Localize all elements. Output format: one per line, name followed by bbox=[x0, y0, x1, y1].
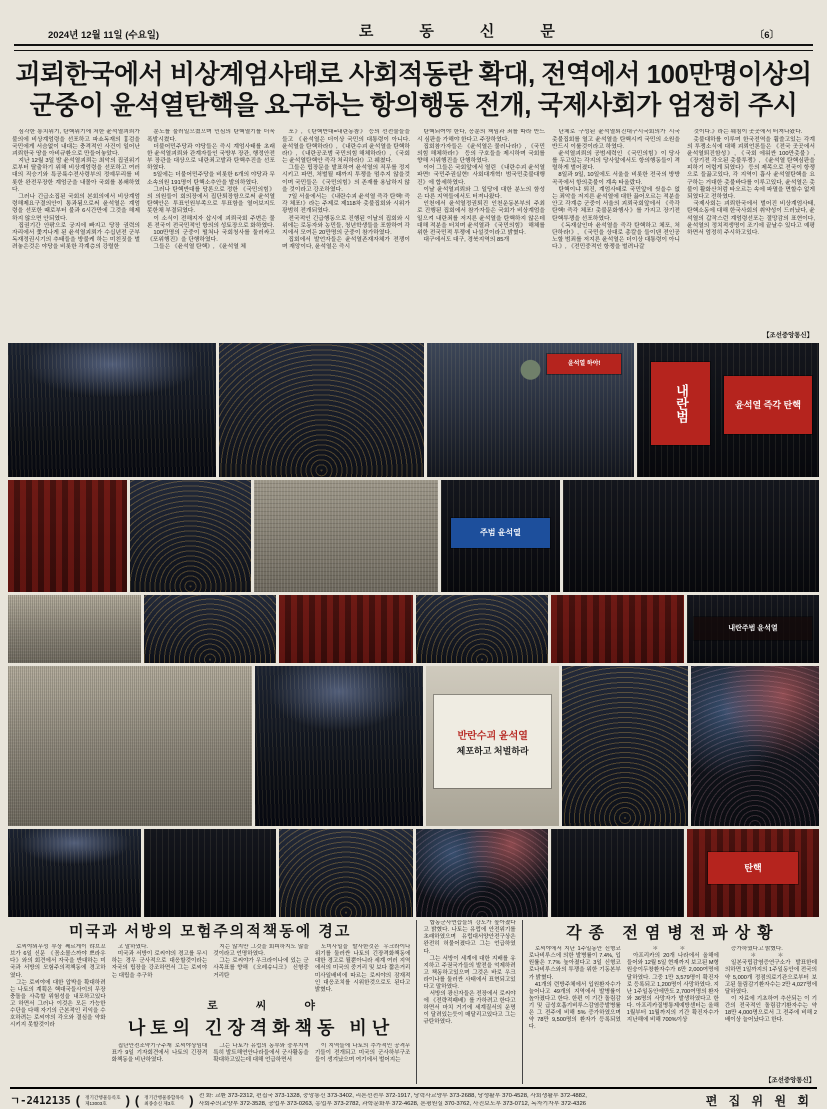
photo-bottom-crowd-2 bbox=[144, 829, 276, 917]
us-west-warning-headline: 미국과 서방의 모험주의적책동에 경고 bbox=[69, 923, 352, 941]
paren-close-1: ) bbox=[125, 1093, 130, 1109]
photo-collage bbox=[8, 343, 819, 917]
photo-small-crowd-2 bbox=[144, 595, 276, 663]
epidemic-credit: 【조선중앙통신】 bbox=[765, 1077, 815, 1085]
page-number: 〔6〕 bbox=[754, 30, 779, 41]
editorial-committee-label: 편 집 위 원 회 bbox=[705, 1094, 813, 1109]
photo-bottom-crowd-3 bbox=[279, 829, 412, 917]
nato-article-columns bbox=[112, 1043, 411, 1064]
lead-column-3 bbox=[282, 129, 410, 339]
publication-code: ㄱ-2412135 bbox=[10, 1095, 71, 1108]
photo-row-1 bbox=[8, 343, 819, 477]
photo-bottom-crowd-6 bbox=[687, 829, 819, 917]
photo-daytime-crowd bbox=[254, 480, 439, 592]
registration-2-bottom: 최종송신 제3호 bbox=[144, 1100, 175, 1106]
banner-rebellion-ringleader: 내란주범 윤석열 bbox=[694, 617, 813, 640]
photo-small-crowd-6 bbox=[687, 595, 819, 663]
banner-impeach-short: 탄핵 bbox=[708, 852, 798, 884]
epidemic-col2: ＊ ＊ 아프리카의 20개 나라에서 올해에 들어와 12월 5일 현재까지 보고된 M형원숭이두창환자수가 6만 2,000여명에 달하였다. 그중 1만 3,579명이 확진자로 등록되고 1,200명이 사망하였다. 지난 1주일동안에만도 2,700여명의 환자와 36명의 사망자가 발생하였다고 한다. 아프리카질병통제예방센터는 올해 1월부터 11월까지의 기간 확진자수가 지난해에 비해 700%이상 bbox=[626, 946, 719, 1023]
registration-group-2 bbox=[144, 1095, 184, 1106]
photo-row-2 bbox=[8, 480, 819, 592]
photo-banner-crowd-night bbox=[441, 480, 559, 592]
epidemic-article-section bbox=[522, 920, 817, 1084]
lead-column-6 bbox=[687, 129, 815, 339]
lead-headline bbox=[8, 51, 819, 129]
us-article-right-section bbox=[112, 944, 411, 1084]
photo-small-crowd-1 bbox=[8, 595, 141, 663]
photo-small-crowd-5 bbox=[551, 595, 684, 663]
nato-article-col2: 그는 나토가 유럽의 동부와 중부지역 특히 발트해연안나라들에서 군사활동을 확대하고있는데 대해 언급하면서 bbox=[213, 1042, 309, 1063]
banner-rebellion: 내란범 bbox=[651, 362, 709, 445]
paren-close-2: ) bbox=[189, 1093, 194, 1109]
page-date: 2024년 12월 11일 (수요일) bbox=[48, 30, 160, 41]
lead-column-5-text: 단체로 구성된 윤석열퇴진대구시국회의가 시국촛불집회를 열고 윤석열을 탄핵시켜 국민의 소원을 반드시 이룰것이라고 하였다. 윤석열괴뢰의 공범세력인 《국민의힘》이 당사를 두고있는 각지의 당사앞에서도 항의행동들이 격렬하게 벌어졌다. 8일과 9일, 10일에도 서울을 비롯한 전국의 방방곡곡에서 항의촛불이 계속 타올랐다. 탄핵이냐 퇴진, 계엄사태로 국민앞에 씻을수 없는 죄악을 저지른 윤석열에 대한 끓어오르는 적분을 안고 각계층 군중이 서울의 괴뢰국회앞에서 《즉각 탄핵! 즉각 체포! 촛불문화행사》를 가지고 장기전탄핵투쟁을 선포하였다. 《독재살인마 윤석열을 즉각 탄핵하고 체포, 처단하라!》, 《국민을 상대로 총칼을 들이댄 전인공노할 범죄를 저지른 윤석열은 더이상 대통령이 아니다.》, 《전민중적인 항쟁을 벌려나갈 bbox=[552, 129, 680, 251]
photo-night-rally-assembly bbox=[8, 343, 216, 477]
photo-white-banner-rally bbox=[426, 666, 559, 826]
white-banner bbox=[434, 695, 551, 788]
contact-phones-line2: 사회주의교양부 372-3528, 공업부 373-0263, 농업부 373-2782, 과학문화부 372-4628, 론평원실 370-3762, 사진보도부 373-0712, 독자기자부 372-4326 bbox=[198, 1100, 587, 1107]
protest-sign-yoon-resign: 윤석열 하야! bbox=[547, 354, 621, 374]
banner-impeach-now: 윤석열 즉각 탄핵 bbox=[724, 376, 811, 435]
photo-stage-lights-crowd bbox=[691, 666, 819, 826]
white-banner-line1: 반란수괴 윤석열 bbox=[457, 730, 528, 742]
photo-night-street-crowd bbox=[563, 480, 819, 592]
us-article-columns bbox=[112, 944, 411, 993]
photo-red-placards-crowd bbox=[8, 480, 127, 592]
registration-1-top: 정기간행물등록호 bbox=[85, 1095, 121, 1101]
epidemic-col3: 증가하였다고 밝혔다. ＊ ＊ 일본국립감염증연구소가 발표한데 의하면 1일까지의 1주일동안에 전국의 약 5,000개 정점의료기관으로부터 보고된 돌림감기환자수는 2만 4,027명에 달하였다. 이 자료에 기초하여 추산되는 이 기간의 전국적인 돌림감기환자수는 약 18만 4,000명으로서 그 전주에 비해 2배이상 늘어났다고 한다. bbox=[724, 946, 817, 1023]
contact-phones bbox=[199, 1093, 701, 1109]
lead-column-1-text: 심각한 통치위기, 탄핵위기에 처한 윤석열괴뢰가 불의에 비상계엄령을 선포하고 파쇼독재의 흉검을 국민에게 서슴없이 내대는 충격적인 사건이 일어난 괴뢰한국 땅을 아비규환으로 만들어놓았다. 지난 12월 3일 밤 윤석열괴뢰는 최악의 집권위기로부터 탈출하기 위해 비상계엄령을 선포하고 여러대의 직승기와 특공륙수전사령부의 정예무리를 비롯한 완전무장한 계엄군을 내몰아 국회를 봉쇄하였다. 그러나 긴급소집된 국회의 본회의에서 비상계엄령해제요구결의안이 통과됨으로써 윤석열은 계엄령을 선포한 때로부터 불과 6시간만에 그것을 해제하지 않으면 안되였다. 집권기간 안팎으로 궁지에 빠지고 당장 권력의 자리에서 쫓겨나게 된 윤석열괴뢰가 수십년전 군부독재정권시기의 추태들을 방불케 하는 미친짓을 벌려놓은것은 야당을 비롯한 각계층의 강렬한 bbox=[12, 129, 140, 251]
bottom-articles bbox=[8, 920, 819, 1084]
lead-column-1 bbox=[12, 129, 140, 339]
epidemic-articles-block bbox=[416, 920, 817, 1084]
photo-row-5 bbox=[8, 829, 819, 917]
us-article-col1: 로씨야외무성 부상 쎄르게이 랴브꼬브가 6일 신문 《꼼소몰스까야 쁘라우다》와의 회견에서 자국을 반대하는 미국과 서방의 모험주의적책동에 경고하였다. 그는 로씨야에 대한 압박을 확대하려는 나토의 계획은 핵대국들사이의 무장충돌을 사촉할 위험성을 내포하고있다고 하면서 그러나 이것은 모든 가능한 수단을 다해 자기의 근본적인 리익을 수호하려는 로씨야의 각오와 결심을 약화시키지 못할것이라 bbox=[10, 944, 106, 1028]
nato-article-kicker: 로씨야 bbox=[207, 999, 353, 1012]
page-header bbox=[8, 20, 819, 41]
header-divider bbox=[14, 44, 813, 51]
lead-headline-line2: 군중이 윤석열탄핵을 요구하는 항의행동 전개, 국제사회가 엄정히 주시 bbox=[29, 89, 798, 120]
photo-small-crowd-3 bbox=[279, 595, 412, 663]
contact-phones-line1: 전 화: 교환 373-2312, 편집국 373-1328, 중앙통신 373-3402, 리론선전부 372-1917, 당력사교양부 373-2688, 당생활부 370-4528, 사회생활부 372-4882, bbox=[198, 1092, 587, 1099]
lead-column-4-text: 탄핵되여야 한다, 응분의 책임과 죄를 따라 반드시 심판을 가해야 한다고 주장하였다. 집회참가자들은 《윤석열은 물러나라!》, 《국민의힘 해체하라!》 등의 구호들을 제시하며 국회를 향해 시위행진을 단행하였다. 이어 그들은 국회앞에서 열린 《내란수괴 윤석열파면! 국민주권실현! 사회대개혁! 범국민촛불대행진》에 합세하였다. 이날 윤석열괴뢰와 그 일당에 대한 분노의 함성은 다른 지역들에서도 터져나왔다. 인천에서 윤석열정권퇴진 인천운동본부의 주최로 진행된 집회에서 참가자들은 국회가 비상계엄을 일으켜 내란죄를 저지른 윤석열을 탄핵하지 않은데 대해 적분을 터치며 윤석열과 《국민의힘》 해체를 위한 전국민적 투쟁에 나설것이라고 밝혔다. 대구에서도 대구, 경북지역의 85개 bbox=[417, 129, 545, 244]
us-article-col4: 도미사일을 발사한것은 우크라이나위기를 둘러싼 나토의 긴장격화책동에 대한 경고로 될뿐아니라 세계 여러 지역에서의 미국의 중거리 및 보다 짧은거리미사일배비에 따르는 로씨야의 잠재적인 대응조치를 시위한것으로도 된다고 밝혔다. bbox=[314, 944, 411, 993]
photo-bottom-crowd-4 bbox=[416, 829, 548, 917]
lead-body bbox=[8, 129, 819, 339]
lead-column-6-text: 것이다.》라는 웨침이 곳곳에서 터져나왔다. 촛불대하를 이루며 한국전역을 휩쓸고있는 각계의 투쟁소식에 대해 괴뢰언론들은 《전국 곳곳에서 윤석열퇴진함성》, 《국회 에워싼 100만촛불》, 《장기전 각오된 촛불투쟁》, 《윤석열 탄핵심판을 피하기 어렵게 되였다》 등의 제목으로 전국이 항쟁으로 들끓고있다, 각 지역이 흡사 윤석열탄핵을 요구하는 거대한 촛불바다를 이루고있다, 윤석열은 촛불이 활화산처럼 타오르는 속에 파멸을 면할수 없게 되였다고 전하였다. 국제사회는 괴뢰한국에서 벌어진 비상계엄사태, 탄핵소동에 대해 한국사회의 취약성이 드러났다, 윤석열의 갑작스런 계엄령선포는 절망감의 표현이다, 윤석열의 정치적생명이 조기에 끝날수 있다고 예평하면서 엄정히 주시하고있다. bbox=[687, 129, 815, 236]
lead-column-4 bbox=[417, 129, 545, 339]
lead-headline-line1: 괴뢰한국에서 비상계엄사태로 사회적동란 확대, 전역에서 100만명이상의 bbox=[15, 59, 812, 89]
paren-open-2: ( bbox=[134, 1093, 140, 1109]
photo-bottom-crowd-1 bbox=[8, 829, 141, 917]
us-west-warning-body bbox=[10, 944, 410, 1084]
photo-assembly-dome-crowd bbox=[427, 343, 634, 477]
nato-article-col3: 이 지역들에 나토의 추가적인 공격무기들이 전개되고 미국의 군사하부구조들이 생겨났으며 여기에서 벌어지는 bbox=[314, 1042, 411, 1063]
nato-article-headline: 나토의 긴장격화책동 비난 bbox=[127, 1017, 395, 1038]
photo-bottom-crowd-5 bbox=[551, 829, 684, 917]
paren-open-1: ( bbox=[75, 1093, 81, 1109]
us-article-col2: 고 말하였다. 미국과 서방이 로씨야의 경고를 무시하는 경우 군사적으로 대응할것이라는 자국의 립장을 강조하면서 그는 로씨야는 대립을 추구하 bbox=[111, 944, 208, 979]
lead-column-2 bbox=[147, 129, 275, 339]
photo-candlelight-crowd bbox=[219, 343, 424, 477]
photo-aerial-daytime-crowd bbox=[8, 666, 252, 826]
registration-2-top: 정기간행물종합목록 bbox=[144, 1095, 185, 1101]
epidemic-columns bbox=[529, 946, 817, 1084]
lead-column-3-text: 포》, 《탄핵반대=내란동참》 등의 선전물들을 들고 《윤석열은 더이상 국민의 대통령이 아니다. 윤석열을 탄핵하라!》, 《내란수괴 윤석열을 탄핵하라!》, 《내란공조범 국민의힘 해체하라!》, 《국회는 윤석열탄핵안 즉각 처리하라!》고 웨쳤다. 그들은 립장문을 발표하여 윤석열의 직무를 정지시키고 파면, 처벌될 때까지 투쟁을 멈추지 않을것이며 국민들은 《국민의힘》의 존재를 용납하지 않을 것이라고 강조하였다. 7일 서울에서는 《내란수괴 윤석열 즉각 탄핵! 즉각 체포!》라는 주제로 제118차 촛불집회와 시위가 광범히 전개되였다. 전국적인 긴급행동으로 진행된 이날의 집회와 시위에는 로동자와 농민들, 청년학생들을 포함하여 각지에서 모여든 20만명의 군중이 참가하였다. 집회에서 발언자들은 윤석열존재자체가 전쟁이며 재앙이다, 윤석열은 즉시 bbox=[282, 129, 410, 251]
nato-article-continuation: 합동군사연습들의 강도가 높아졌다고 밝혔다. 나토는 유럽에 안전위기를 초래하였으며 유럽대서양안전구상은 완전히 허물어졌다고 그는 언급하였다. 그는 서방이 세계에 대한 지배를 유지하고 주권국가들의 발전을 억제하려고 책동하고있으며 그것은 바로 우크라이나를 둘러싼 사태에서 표현되고있다고 말하였다. 서방의 광신자들은 전장에서 로씨야에 《전략적패배》를 가하려고 한다고 하면서 마치 거기에 세계질서의 운명이 달려있는듯이 매달리고있다고 그는 규탄하였다. bbox=[423, 920, 516, 1025]
white-banner-line2: 체포하고 처벌하라 bbox=[456, 745, 529, 756]
russia-articles-block bbox=[10, 920, 410, 1084]
registration-group-1 bbox=[85, 1095, 121, 1106]
epidemic-col1: 로씨야에서 지난 1주일동안 신형코로나비루스에 의한 발병률이 7.4%, 입원률은 7.7% 높아졌다고 3일 신형코로나비루스와의 투쟁을 위한 기동본부가 밝혔다. 41개의 련방주체에서 입원환자수가 늘어나고 49개의 지역에서 발병률이 높아졌다고 한다. 한편 이 기간 돌림감기 및 급성호흡기비루스감염증발병률은 그 전주에 비해 5% 증가하였으며 약 78만 9,500명의 환자가 등록되였다. bbox=[528, 946, 621, 1030]
photo-row-4 bbox=[8, 666, 819, 826]
photo-red-banner-march bbox=[637, 343, 819, 477]
photo-small-crowd-4 bbox=[416, 595, 548, 663]
lead-credit: 【조선중앙통신】 bbox=[763, 332, 813, 340]
lead-column-5 bbox=[552, 129, 680, 339]
epidemic-headline: 각종 전염병전파상황 bbox=[566, 925, 780, 943]
masthead-title: 로동신문 bbox=[358, 22, 601, 40]
us-article-col3: 지는 않지만 그것을 회피하지도 않을것이라고 언명하였다. 그는 로씨야가 우크라이나에 있는 군사목표를 향해 《오레슈니크》 신형중거리탄 bbox=[213, 944, 309, 979]
banner-ringleader: 주범 윤석열 bbox=[451, 518, 550, 547]
photo-candle-crowd-night bbox=[562, 666, 689, 826]
nato-article-col1: 집단안전조약기구주재 로씨야상임대표가 9일 기자회견에서 나토의 긴장격화책동을 비난하였다. bbox=[111, 1042, 208, 1063]
photo-placards-crowd bbox=[130, 480, 250, 592]
lead-column-2-text: 분노를 불러일으켰으며 민심의 탄핵열기를 더욱 폭발시켰다. 더불어민주당과 야당들은 즉시 계엄사태를 초래한 윤석열괴뢰와 관계자들인 국방부 장관, 행정안전부 장관을 대상으로 내란죄고발과 탄핵추진을 선포하였다. 5일에는 더불어민주당을 비롯한 6개의 야당과 무소속의원 191명이 탄핵소추안을 발의하였다. 그러나 탄핵반대를 당론으로 정한 《국민의힘》의 의원들이 회의장에서 집단퇴장함으로써 윤석열탄핵안은 투표인원부족으로 투표함을 열어보지도 못한채 부결되였다. 이 소식이 전해지자 삽시에 괴뢰국회 주변은 물론 전국이 전국민적인 항의의 성토장으로 화하였다. 100만명의 군중이 떨쳐나 국회청사를 둘러싸고 《포위행진》을 단행하였다. 그들은 《윤석열 탄핵》, 《윤석열 체 bbox=[147, 129, 275, 251]
epidemic-col3-wrap bbox=[725, 946, 817, 1084]
registration-1-bottom: 제13003호 bbox=[85, 1100, 107, 1106]
photo-aerial-night-crowd bbox=[255, 666, 423, 826]
photo-row-3 bbox=[8, 595, 819, 663]
